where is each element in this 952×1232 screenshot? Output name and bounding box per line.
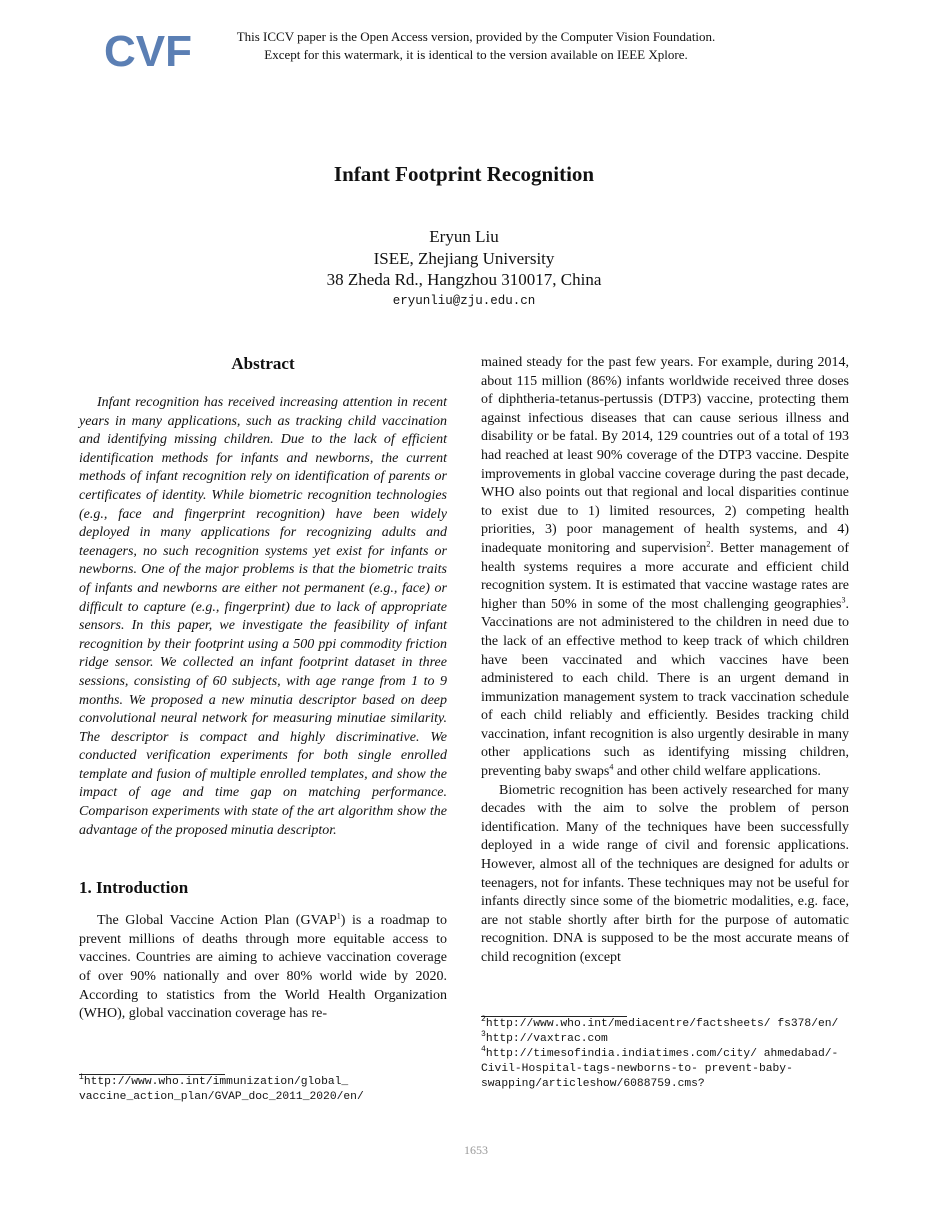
page-number: 1653 (464, 1143, 488, 1157)
abstract-heading: Abstract (231, 354, 295, 373)
footnotes-left (79, 1074, 447, 1105)
author-block (0, 226, 928, 311)
svg-text:CVF: CVF (104, 27, 192, 76)
intro-paragraph-1-continued: mained steady for the past few years. For example, during 2014, about 115 million (86%) infants worldwide received three doses of diphtheria-tetanus-pertussis (DTP3) vaccine, protecting them against infectious diseases that can cause serious illness and disability or be fatal. By 2014, 129 countries out of a total of 193 had reached at least 90% coverage of the DTP3 vaccine. Despite improvements in global vaccine coverage during the past decade, WHO also points out that regional and local disparities continue to exist due to 1) limited resources, 2) competing health priorities, 3) poor management of health systems, and 4) inadequate monitoring and supervision$^2$. Better management of health systems requires a more accurate and efficient child recognition system. It is estimated that vaccine wastage rates are higher than 50% in some of the most challenging geographies$^3$. Vaccinations are not administered to the children in need due to the lack of an effective method to keep track of which children have been vaccinated and which vaccines have been administered to each child. There is an urgent demand in immunization management system to track vaccination schedule of each child reliably and efficiently. Besides tracking child vaccination, infant recognition is also urgently desirable in many other applications such as identifying missing children, preventing baby swaps$^4$ and other child welfare applications. (481, 355, 849, 780)
footnote-3: $^3$http://vaxtrac.com (481, 1030, 608, 1045)
footnotes-right (481, 1016, 849, 1092)
paper-title: Infant Footprint Recognition (333, 162, 595, 186)
intro-paragraph-1: The Global Vaccine Action Plan (GVAP$^1$) is a roadmap to prevent millions of deaths through more equitable access to vaccines. Countries are aiming to achieve vaccination coverage of over 90% nationally and over 80% world wide by 2020. According to statistics from the World Health Organization (WHO), global vaccination coverage has re- (79, 911, 447, 1022)
author-affiliation: ISEE, Zhejiang University (373, 248, 555, 268)
footnote-2: $^2$http://www.who.int/mediacentre/factsheets/ fs378/en/ (481, 1015, 839, 1030)
watermark-line-2: Except for this watermark, it is identical to the version available on IEEE Xplore. (264, 47, 688, 62)
author-address: 38 Zheda Rd., Hangzhou 310017, China (326, 270, 602, 289)
author-email: eryunliu@zju.edu.cn (392, 293, 536, 308)
footnote-ref-4: 4 (609, 762, 614, 772)
right-column (481, 354, 849, 968)
footnote-ref-1: 1 (336, 911, 341, 921)
intro-paragraph-2: Biometric recognition has been actively researched for many decades with the aim to solve the problem of person identification. Many of the techniques have been successfully deployed in a wide range of civil and forensic applications. However, almost all of the techniques are designed for adults or teenagers, not for infants. These techniques may not be useful for infants directly since some of the biometric modalities, e.g. face, are not stable shortly after birth for the purpose of automatic recognition. DNA is supposed to be the most accurate means of child recognition (except (481, 782, 849, 965)
footnote-ref-3: 3 (841, 595, 846, 605)
footnote-4: $^4$http://timesofindia.indiatimes.com/city/ ahmedabad/-Civil-Hospital-tags-newborns-to- prevent-baby-swapping/articleshow/6088759.cms? (481, 1045, 839, 1090)
section-heading-introduction: 1. Introduction (79, 878, 189, 898)
footnote-1: $^1$http://www.who.int/immunization/global_ vaccine_action_plan/GVAP_doc_2011_2020/en/ (79, 1073, 364, 1103)
open-access-watermark (0, 28, 952, 64)
author-name: Eryun Liu (429, 227, 499, 246)
left-column (79, 354, 447, 1024)
footnote-ref-2: 2 (706, 539, 711, 549)
watermark-line-1: This ICCV paper is the Open Access version, provided by the Computer Vision Foundation. (236, 29, 716, 44)
abstract-text: Infant recognition has received increasing attention in recent years in many applications, such as tracking child vaccination and identifying missing children. Due to the lack of efficient identification methods for infants and newborns, the current methods of infant recognition rely on identification of parents or certificates of identity. While biometric recognition technologies (e.g., face and fingerprint recognition) have been widely deployed in many applications for recognizing adults and teenagers, no such recognition systems yet exist for infants or newborns. One of the major problems is that the biometric traits of infants and newborns are either not permanent (e.g., face) or difficult to capture (e.g., fingerprint) due to lack of appropriate sensors. In this paper, we investigate the feasibility of infant recognition by their footprint using a 500 ppi commodity friction ridge sensor. We collected an infant footprint dataset in three sessions, consisting of 60 subjects, with age range from 1 to 9 months. We proposed a new minutia descriptor based on deep convolutional neural network for measuring minutiae similarity. The descriptor is compact and highly discriminative. We conducted verification experiments for both single enrolled template and fusion of multiple enrolled templates, and show the impact of age and time gap on matching performance. Comparison experiments with state of the art algorithm show the advantage of the proposed minutia descriptor. (79, 395, 447, 838)
